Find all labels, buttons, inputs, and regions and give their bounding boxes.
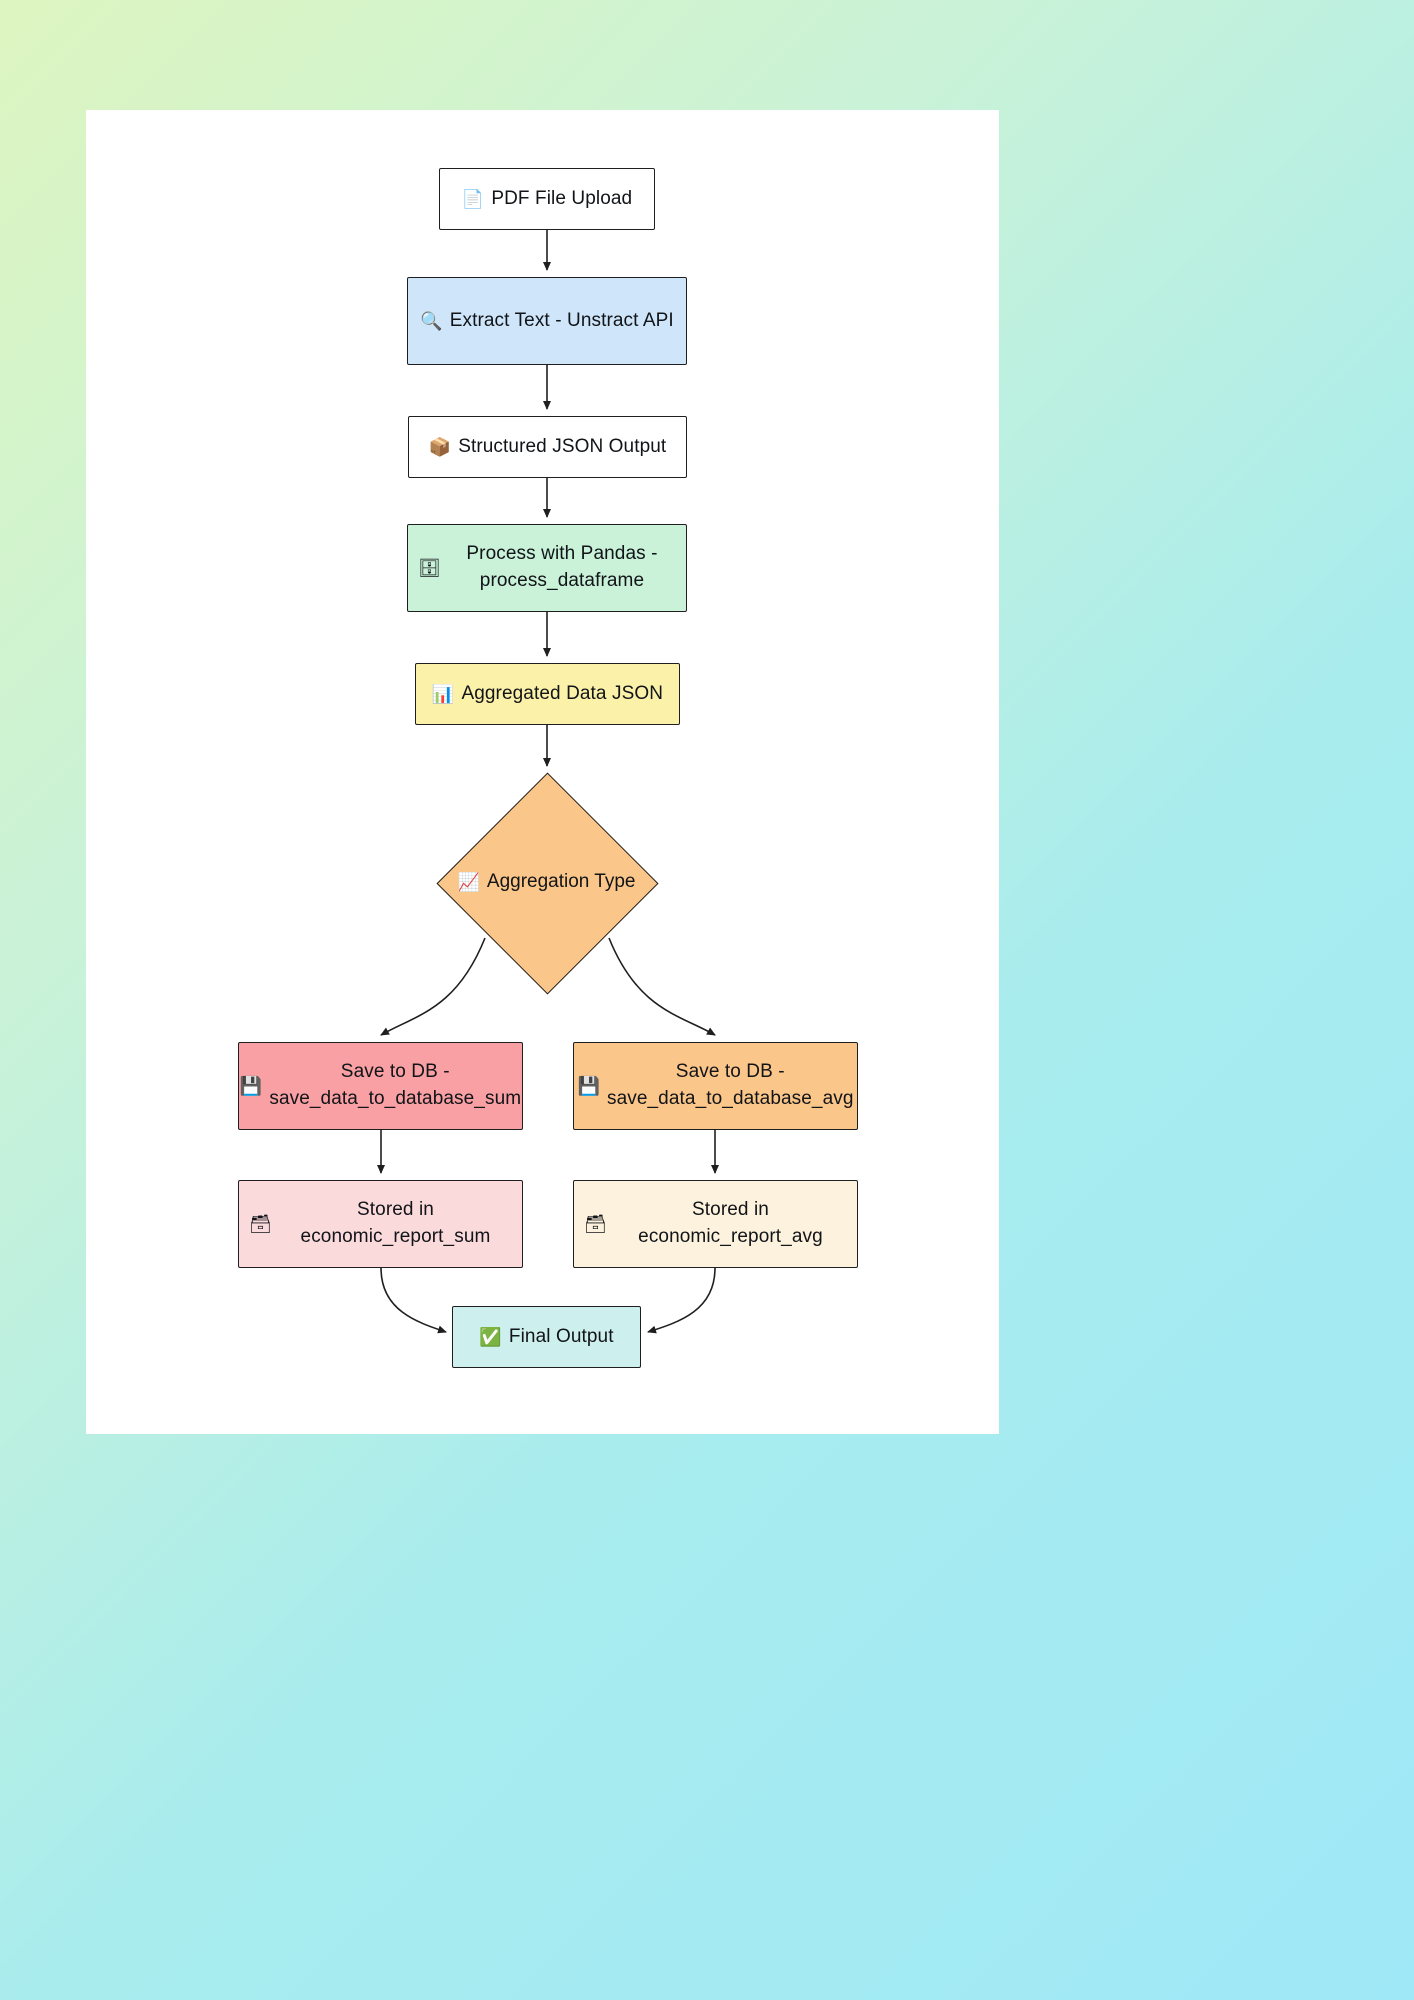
node-stored-in-economic-report-sum[interactable] [238,1180,523,1268]
spreadsheet-icon: 🗄 [418,558,441,578]
node-label: Aggregated Data JSON [461,682,664,704]
node-label: Structured JSON Output [458,435,667,457]
node-label: PDF File Upload [491,187,633,209]
node-aggregated-data-json[interactable] [415,663,680,725]
node-save-to-db-avg[interactable] [573,1042,858,1130]
node-label: Stored in economic_report_sum [300,1199,491,1247]
node-pdf-file-upload[interactable] [439,168,655,230]
floppy-icon: 💾 [239,1076,263,1096]
node-extract-text-unstract-api[interactable] [407,277,687,365]
check-icon: ✅ [479,1327,502,1347]
magnifier-icon: 🔍 [420,311,443,331]
node-label: Extract Text - Unstract API [449,309,674,331]
node-label: Stored in economic_report_avg [638,1199,823,1247]
node-label: Process with Pandas - process_dataframe [466,543,658,591]
document-icon: 📄 [461,189,485,209]
node-save-to-db-sum[interactable] [238,1042,523,1130]
chart-up-icon: 📈 [457,871,480,892]
node-stored-in-economic-report-avg[interactable] [573,1180,858,1268]
node-final-output[interactable] [452,1306,641,1368]
node-label: Aggregation Type [486,871,636,892]
database-icon: 🗃 [249,1214,272,1234]
floppy-icon: 💾 [577,1076,600,1096]
edge-stored-sum-to-final [381,1268,446,1332]
flowchart [86,110,999,1434]
edge-stored-avg-to-final [648,1268,715,1332]
decision-label-wrap [457,871,635,893]
node-label: Final Output [508,1325,614,1347]
node-process-with-pandas[interactable] [407,524,687,612]
node-structured-json-output[interactable] [408,416,687,478]
node-aggregation-type-decision[interactable] [437,773,656,991]
package-icon: 📦 [428,437,452,457]
node-label: Save to DB - save_data_to_database_avg [606,1061,854,1109]
bar-chart-icon: 📊 [431,684,455,704]
diagram-canvas [86,110,999,1434]
database-icon: 🗃 [584,1214,607,1234]
node-label: Save to DB - save_data_to_database_sum [269,1061,522,1109]
